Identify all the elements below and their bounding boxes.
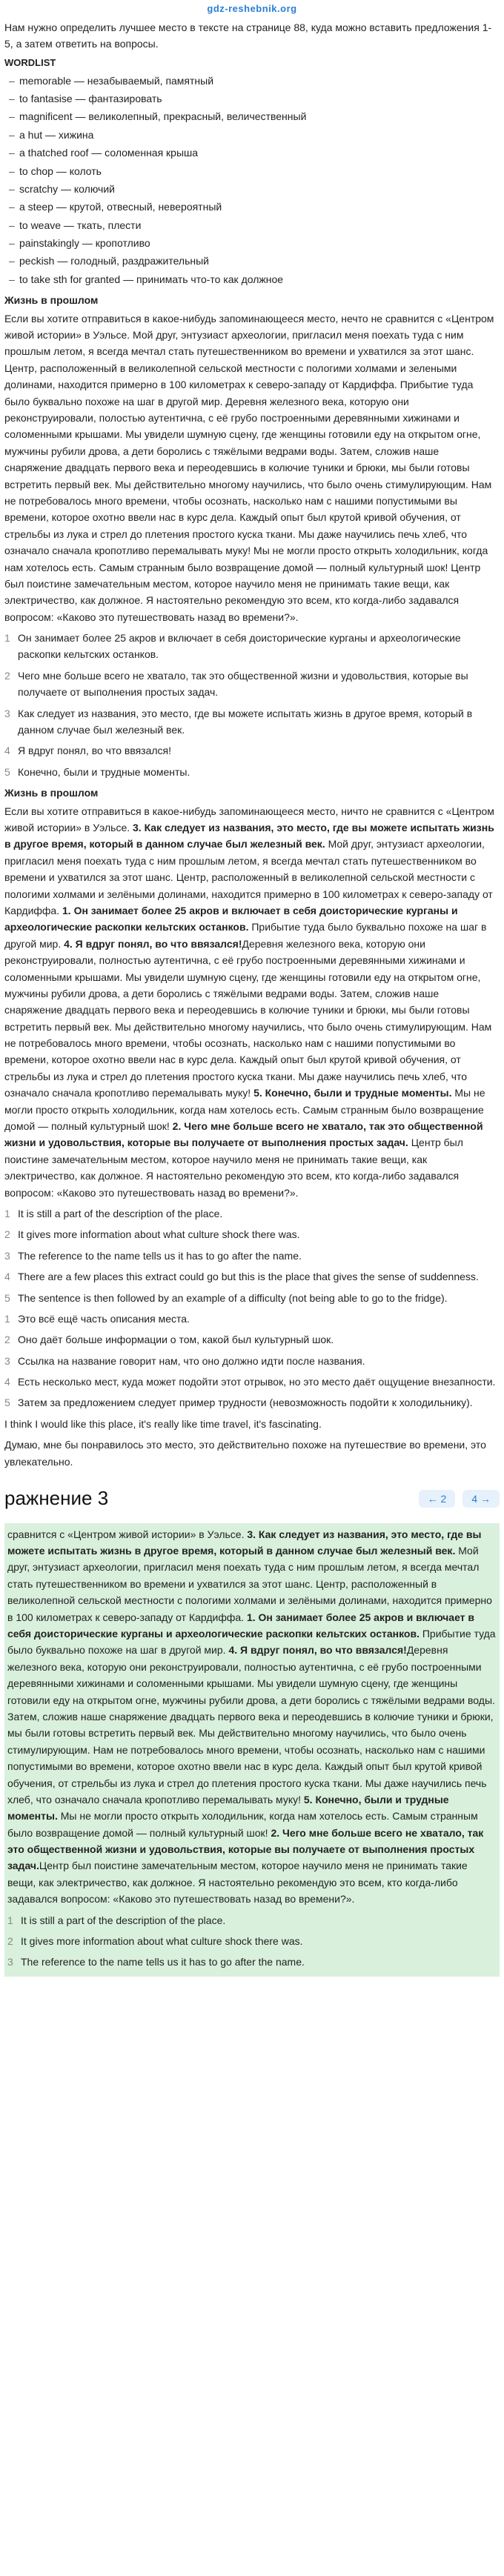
- list-item: – peckish — голодный, раздражительный: [9, 253, 500, 269]
- article-answer-text: Если вы хотите отправиться в какое-нибудь запоминающееся место, ничто не сравнится с «Центром живой истории» в Уэльсе. 3. Как следует из названия, это место, где вы можете испытать жизнь в другое время, который в данном случае был железный век. Мой друг, энтузиаст археологии, пригласил меня поехать туда с ним прошлым летом, я всегда мечтал стать путешественником во времени и ухватился за этот шанс. Центр, расположенный в великолепной сельской местности с пологими холмами и зелёными долинами, находится примерно в 100 километрах к северо-западу от Кардиффа. 1. Он занимает более 25 акров и включает в себя доисторические курганы и археологические раскопки кельтских останков. Прибытие туда было буквально похоже на шаг в другой мир. 4. Я вдруг понял, во что ввязался!Деревня железного века, которую они реконструировали, полностью аутентична, с её грубо построенными деревянными хижинами и соломенными крышами. Мы увидели шумную сцену, где женщины готовили еду на открытом огне, мужчины рубили дрова, а дети боролись с тяжёлыми ведрами воды. Затем, сложив наше снаряжение двадцать первого века и переодевшись в колючие туники и брюки, мы были готовы встретить первый век. Мы действительно многому научились, что было очень стимулирующим. Нам не потребовалось много времени, чтобы осознать, насколько нам с нашими попустимыми во времени, которое охотно ввели нас в курс дела. Каждый опыт был крутой кривой обучения, от стрельбы из лука и стрел до плетения простого куска ткани. Мы даже научились печь хлеб, что означало сначала кропотливо перемалывать муку! 5. Конечно, были и трудные моменты. Мы не могли просто открыть холодильник, когда нам хотелось есть. Самым странным было возвращение домой — полный культурный шок! 2. Чего мне больше всего не хватало, так это общественной жизни и удовольствия, которые вы получаете от выполнения простых задач. Центр был поистине замечательным местом, которое научило меня не принимать такие вещи, как электричество, как должное. Я настоятельно рекомендую это всем, кто когда-либо задавался вопросом: «Каково это путешествовать назад во времени?».: [4, 805, 494, 1199]
- list-item: – to weave — ткать, плести: [9, 217, 500, 233]
- list-item: 1 Это всё ещё часть описания места.: [4, 1312, 190, 1325]
- explanation-list: [7, 1912, 497, 1971]
- explanation-list: [4, 1205, 500, 1411]
- list-item: 2 It gives more information about what culture shock there was.: [4, 1228, 300, 1241]
- article-text: Если вы хотите отправиться в какое-нибудь запоминающееся место, нечто не сравнится с «Центром живой истории» в Уэльсе. Мой друг, энтузиаст археологии, пригласил меня поехать туда с ним прошлым летом, я всегда мечтал стать путешественником во времени и ухватился за этот шанс. Центр, расположенный в великолепной сельской местности с пологими холмами и зелеными долинами, находится примерно в 100 километрах к северо-западу от Кардиффа. Прибытие туда было буквально похоже на шаг в другой мир. Деревня железного века, которую они реконструировали, полостью аутентична, с её грубо построенными деревянными хижинами и соломенными крышами. Мы увидели шумную сцену, где женщины готовили еду на открытом огне, мужчины рубили дрова, а дети боролись с тяжёлыми ведрами воды. Затем, сложив наше снаряжение двадцать первого века и переодевшись в колючие туники и брюки, мы были готовы встретить первый век. Мы действительно многому научились, что было очень стимулирующим. Нам не потребовалось много времени, чтобы осознать, насколько нам с нашими попустимыми вы времени, которое охотно ввели нас в курс дела. Каждый опыт был крутой кривой обучения, от стрельбы из лука и стрел до плетения простого куска ткани. Мы даже научились печь хлеб, что означало сначала кропотливо перемалывать муку! Мы не могли просто открыть холодильник, когда нам хотелось есть. Самым странным было возвращение домой — полный культурный шок! Центр был поистине замечательным местом, которое научило меня не принимать такие вещи, как электричество, как должное. Я настоятельно рекомендую это всем, кто когда-либо задавался вопросом: «Каково это путешествовать назад во времени?».: [4, 312, 494, 623]
- sentence-list: [4, 630, 500, 780]
- list-item: 3 The reference to the name tells us it has to go after the name.: [4, 1249, 302, 1262]
- list-item: 1 It is still a part of the description of the place.: [4, 1207, 223, 1219]
- exercise-pager: [419, 1490, 500, 1508]
- article-answer-text: сравнится с «Центром живой истории» в Уэльсе. 3. Как следует из названия, это место, где вы можете испытать жизнь в другое время, который в данном случае был железный век. Мой друг, энтузиаст археологии, пригласил меня поехать туда с ним прошлым летом, я всегда мечтал стать путешественником во времени и ухватился за этот шанс. Центр, расположенный в великолепной сельской местности с пологими холмами и зелёными долинами, находится примерно в 100 километрах к северо-западу от Кардиффа. 1. Он занимает более 25 акров и включает в себя доисторические курганы и археологические раскопки кельтских останков. Прибытие туда было буквально похоже на шаг в другой мир. 4. Я вдруг понял, во что ввязался!Деревня железного века, которую они реконструировали, полностью аутентична, с её грубо построенными деревянными хижинами и соломенными крышами. Мы увидели шумную сцену, где женщины готовили еду на открытом огне, мужчины рубили дрова, а дети боролись с тяжёлыми ведрами воды. Затем, сложив наше снаряжение двадцать первого века и переодевшись в колючие туники и брюки, мы были готовы встретить первый век. Мы действительно многому научились, что было очень стимулирующим. Нам не потребовалось много времени, чтобы осознать, насколько нам с нашими попустимыми во времени, которое охотно ввели нас в курс дела. Каждый опыт был крутой кривой обучения, от стрельбы из лука и стрел до плетения простого куска ткани. Мы даже научились печь хлеб, что означало сначала кропотливо перемалывать муку! 5. Конечно, были и трудные моменты. Мы не могли просто открыть холодильник, когда нам хотелось есть. Самым странным было возвращение домой — полный культурный шок! 2. Чего мне больше всего не хватало, так это общественной жизни и удовольствия, которые вы получаете от выполнения простых задач.Центр был поистине замечательным местом, которое научило меня не принимать такие вещи, как электричество, как должное. Я настоятельно рекомендую это всем, кто когда-либо задавался вопросом: «Каково это путешествовать назад во времени?».: [7, 1528, 496, 1906]
- intro-text: Нам нужно определить лучшее место в тексте на странице 88, куда можно вставить предложения 1-5, а затем ответить на вопросы.: [4, 21, 492, 50]
- list-item: 4 Есть несколько мест, куда может подойти этот отрывок, но это место даёт ощущение внезапности.: [4, 1376, 496, 1388]
- list-item: 3 The reference to the name tells us it has to go after the name.: [7, 1956, 305, 1968]
- next-exercise-button[interactable]: 4 →: [462, 1490, 500, 1508]
- section-title: Жизнь в прошлом: [4, 294, 99, 307]
- list-item: 2 It gives more information about what culture shock there was.: [7, 1935, 303, 1948]
- list-item: – painstakingly — кропотливо: [9, 235, 500, 251]
- exercise-header: [4, 1480, 500, 1517]
- list-item: 2 Оно даёт больше информации о том, какой был культурный шок.: [4, 1334, 334, 1346]
- list-item: – a steep — крутой, отвесный, невероятный: [9, 199, 500, 215]
- wordlist: [4, 73, 500, 288]
- list-item: 5 Затем за предложением следует пример трудности (невозможность подойти к холодильнику).: [4, 1397, 473, 1409]
- wordlist-title: WORDLIST: [4, 56, 56, 68]
- list-item: – to take sth for granted — принимать что-то как должное: [9, 271, 500, 287]
- list-item: 4 Я вдруг понял, во что ввязался!: [4, 745, 172, 757]
- closing-ru: Думаю, мне бы понравилось это место, это действительно похоже на путешествие во времени, это увлекательно.: [4, 1439, 486, 1468]
- list-item: 5 The sentence is then followed by an example of a difficulty (not being able to go to the fridge).: [4, 1291, 448, 1304]
- list-item: 1 Он занимает более 25 акров и включает в себя доисторические курганы и археологические раскопки кельтских останков.: [4, 632, 461, 661]
- list-item: 2 Чего мне больше всего не хватало, так это общественной жизни и удовольствия, которые вы получаете от выполнения простых задач.: [4, 669, 468, 699]
- list-item: 4 There are a few places this extract could go but this is the place that gives the sense of suddenness.: [4, 1271, 479, 1283]
- repeated-answer-block: [4, 1523, 500, 1977]
- prev-exercise-button[interactable]: ← 2: [419, 1490, 456, 1508]
- top-header: [4, 0, 500, 15]
- list-item: 3 Ссылка на название говорит нам, что оно должно идти после названия.: [4, 1354, 365, 1367]
- exercise-title: ражнение 3: [4, 1487, 109, 1510]
- list-item: 5 Конечно, были и трудные моменты.: [4, 765, 190, 778]
- list-item: 1 It is still a part of the description of the place.: [7, 1914, 226, 1926]
- list-item: – magnificent — великолепный, прекрасный, величественный: [9, 108, 500, 124]
- list-item: – a thatched roof — соломенная крыша: [9, 144, 500, 161]
- list-item: – a hut — хижина: [9, 127, 500, 143]
- section-title: Жизнь в прошлом: [4, 787, 99, 799]
- list-item: 3 Как следует из названия, это место, где вы можете испытать жизнь в другое время, который в данном случае был железный век.: [4, 707, 473, 736]
- list-item: – memorable — незабываемый, памятный: [9, 73, 500, 89]
- closing-en: I think I would like this place, it's really like time travel, it's fascinating.: [4, 1417, 322, 1430]
- list-item: – to chop — колоть: [9, 163, 500, 179]
- site-logo[interactable]: gdz-reshebnik.org: [207, 3, 297, 14]
- list-item: – to fantasise — фантазировать: [9, 90, 500, 107]
- list-item: – scratchy — колючий: [9, 181, 500, 197]
